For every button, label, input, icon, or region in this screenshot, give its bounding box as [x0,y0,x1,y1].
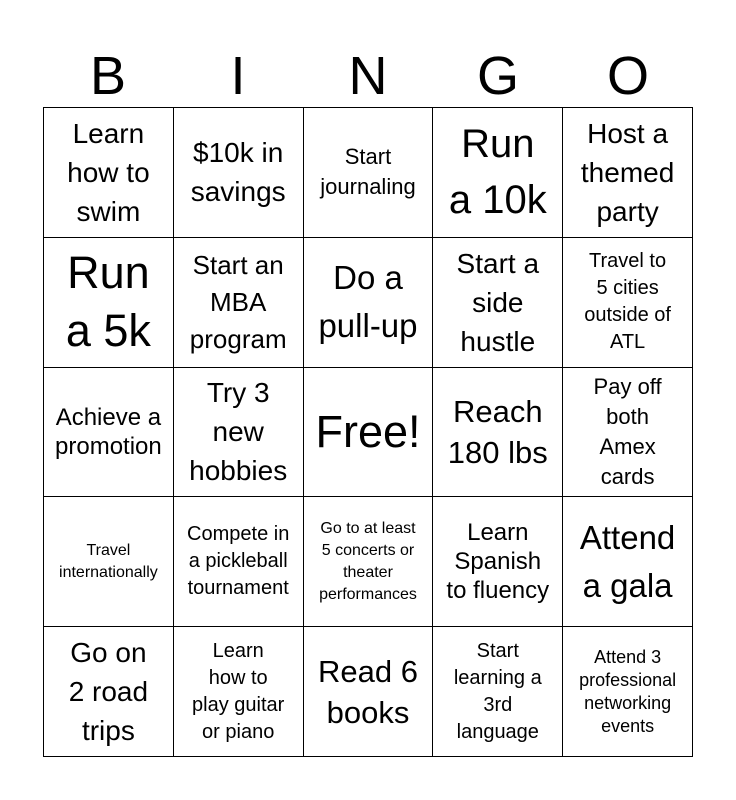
cell-text: Learn Spanish to fluency [446,519,550,605]
cell-text: Host a themed party [580,117,675,227]
header-letter-b: B [89,46,127,106]
cell-text: Learn how to play guitar or piano [192,639,285,743]
bingo-cell[interactable] [174,497,304,627]
bingo-cell[interactable] [44,368,174,498]
header-letter-o: O [606,46,649,106]
bingo-cell[interactable] [433,497,563,627]
bingo-cell[interactable] [304,497,434,627]
free-space-text: Free! [315,405,421,457]
cell-text: Run a 5k [65,247,151,357]
cell-text: Attend a gala [579,518,676,604]
bingo-cell[interactable] [174,368,304,498]
cell-text: Achieve a promotion [55,403,162,460]
cell-text: Start a side hustle [456,247,540,357]
bingo-cell[interactable] [174,108,304,238]
bingo-cell[interactable] [304,108,434,238]
bingo-cell[interactable] [44,627,174,757]
bingo-cell[interactable] [44,108,174,238]
cell-text: Do a pull-up [318,259,418,345]
cell-text: Go to at least 5 concerts or theater performances [319,519,417,603]
bingo-cell[interactable] [563,497,693,627]
bingo-cell[interactable] [304,627,434,757]
cell-text: Try 3 new hobbies [189,377,288,487]
cell-text: Travel to 5 cities outside of ATL [584,250,671,354]
cell-text: Travel internationally [59,541,158,581]
cell-text: Start an MBA program [189,249,287,354]
cell-text: Start learning a 3rd language [453,639,542,743]
bingo-cell[interactable] [563,627,693,757]
bingo-cell[interactable] [563,368,693,498]
cell-text: Learn how to swim [67,117,150,227]
header-letter-n: N [348,46,388,106]
bingo-cell-free[interactable] [304,368,434,498]
bingo-cell[interactable] [44,238,174,368]
cell-text: Start journaling [320,144,416,200]
bingo-cell[interactable] [174,627,304,757]
cell-text: Go on 2 road trips [68,637,149,747]
bingo-board [43,107,693,757]
bingo-header [43,46,693,106]
cell-text: Reach 180 lbs [447,393,548,470]
bingo-cell[interactable] [174,238,304,368]
cell-text: Run a 10k [448,122,547,223]
bingo-cell[interactable] [44,497,174,627]
bingo-cell[interactable] [433,368,563,498]
bingo-cell[interactable] [433,627,563,757]
cell-text: Compete in a pickleball tournament [187,523,290,600]
header-letter-g: G [476,46,519,106]
cell-text: Read 6 books [318,653,418,730]
bingo-cell[interactable] [304,238,434,368]
bingo-cell[interactable] [563,238,693,368]
bingo-cell[interactable] [563,108,693,238]
cell-text: Pay off both Amex cards [593,373,662,489]
bingo-cell[interactable] [433,108,563,238]
bingo-cell[interactable] [433,238,563,368]
cell-text: $10k in savings [190,137,286,208]
header-letter-i: I [230,46,246,106]
cell-text: Attend 3 professional networking events [579,646,677,736]
